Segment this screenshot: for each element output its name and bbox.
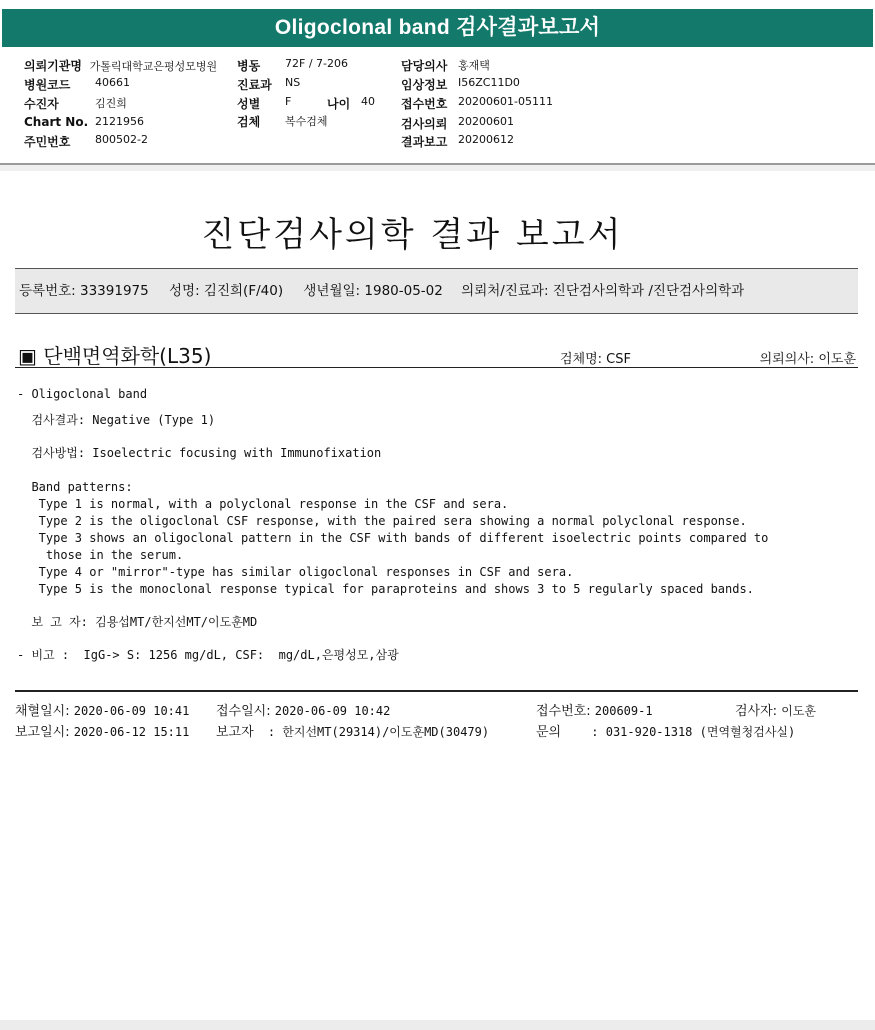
requesting-doctor: 의뢰의사: 이도훈 — [759, 352, 856, 367]
requesting-department: 의뢰처/진료과: 진단검사의학과 /진단검사의학과 — [461, 283, 745, 299]
reception-no-label: 접수번호 — [401, 97, 448, 111]
reception-time-value: 2020-06-09 10:42 — [274, 704, 391, 718]
patient-row — [24, 95, 127, 112]
reporters: 보 고 자: 김용섭MT/한지선MT/이도훈MD — [17, 615, 258, 629]
reporter-label: 보고자 — [216, 725, 254, 740]
resident-no-row — [24, 133, 148, 150]
result-report-row — [401, 133, 514, 150]
report-header — [0, 47, 875, 165]
specimen-label: 검체 — [237, 115, 261, 129]
specimen-row — [237, 113, 328, 130]
hospital-code-label: 병원코드 — [24, 78, 71, 92]
band-type-3: Type 3 shows an oligoclonal pattern in the CSF with bands of different isoelectric points compared to — [17, 531, 769, 545]
band-type-3-continued: those in the serum. — [17, 548, 184, 562]
reception-time — [216, 700, 390, 719]
department-row — [237, 76, 301, 93]
inquiry — [536, 721, 795, 740]
report-banner-title: Oligoclonal band 검사결과보고서 — [2, 9, 873, 47]
resident-no-value: 800502-2 — [95, 133, 148, 146]
specimen-name: 검체명: CSF — [560, 352, 631, 367]
ward-row — [237, 57, 348, 74]
band-type-5: Type 5 is the monoclonal response typical for paraproteins and shows 3 to 5 regularly spaced bands. — [17, 582, 754, 596]
band-type-4: Type 4 or "mirror"-type has similar oligoclonal responses in CSF and sera. — [17, 565, 574, 579]
clinical-info-row — [401, 76, 520, 93]
inquiry-value: : 031-920-1318 (면역혈청검사실) — [591, 725, 796, 739]
institution-value: 가톨릭대학교은평성모병원 — [89, 60, 218, 73]
footer-divider — [15, 690, 858, 692]
doctor-label: 담당의사 — [401, 59, 448, 73]
reception-time-label: 접수일시: — [216, 704, 271, 719]
reporter-value: : 한지선MT(29314)/이도훈MD(30479) — [267, 725, 490, 739]
remarks: - 비고 : IgG-> S: 1256 mg/dL, CSF: mg/dL,은평성모,삼광 — [17, 648, 399, 662]
inquiry-label: 문의 — [536, 725, 562, 740]
collection-time — [15, 700, 189, 719]
test-request-value: 20200601 — [458, 115, 514, 128]
tester-value: 이도훈 — [781, 704, 816, 718]
doctor-value: 홍재택 — [458, 59, 490, 72]
test-result: 검사결과: Negative (Type 1) — [17, 413, 216, 427]
doctor-row — [401, 57, 490, 74]
collection-time-label: 채혈일시: — [15, 704, 70, 719]
ward-label: 병동 — [237, 59, 261, 73]
sex-label: 성별 — [237, 97, 261, 111]
patient-value: 김진희 — [95, 97, 127, 110]
collection-time-value: 2020-06-09 10:41 — [73, 704, 190, 718]
clinical-info-value: I56ZC11D0 — [458, 76, 520, 89]
age-value: 40 — [361, 95, 375, 108]
result-report-label: 결과보고 — [401, 135, 448, 149]
test-name: - Oligoclonal band — [17, 387, 148, 401]
institution-label: 의뢰기관명 — [24, 59, 82, 73]
result-report-value: 20200612 — [458, 133, 514, 146]
age-label: 나이 — [327, 97, 351, 111]
registration-number: 등록번호: 33391975 — [19, 283, 149, 299]
tester-label: 검사자: — [735, 704, 778, 719]
institution-row — [24, 57, 217, 74]
band-patterns-title: Band patterns: — [17, 480, 133, 494]
birth-date: 생년월일: 1980-05-02 — [303, 283, 443, 299]
reception-number — [536, 700, 653, 719]
header-divider-band — [0, 165, 875, 171]
hospital-code-row — [24, 76, 130, 93]
bottom-band — [0, 1020, 875, 1030]
resident-no-label: 주민번호 — [24, 135, 71, 149]
report-time — [15, 721, 189, 740]
test-request-label: 검사의뢰 — [401, 117, 448, 131]
patient-name: 성명: 김진희(F/40) — [169, 283, 284, 299]
reception-number-label: 접수번호: — [536, 704, 591, 719]
sex-value: F — [285, 95, 292, 108]
reception-no-value: 20200601-05111 — [458, 95, 553, 108]
chart-label: Chart No. — [24, 115, 89, 129]
sex-row — [237, 95, 375, 112]
report-body — [17, 386, 769, 662]
chart-value: 2121956 — [95, 115, 144, 128]
test-method: 검사방법: Isoelectric focusing with Immunofixation — [17, 446, 382, 460]
specimen-value: 복수검체 — [285, 115, 328, 128]
report-time-value: 2020-06-12 15:11 — [73, 725, 190, 739]
band-type-1: Type 1 is normal, with a polyclonal response in the CSF and sera. — [17, 497, 509, 511]
band-type-2: Type 2 is the oligoclonal CSF response, with the paired sera showing a normal polyclonal response. — [17, 514, 747, 528]
chart-row — [24, 115, 144, 129]
patient-info-bar — [15, 268, 858, 314]
tester — [735, 700, 816, 719]
report-main-title: 진단검사의학 결과 보고서 — [201, 215, 624, 255]
section-header — [15, 338, 858, 368]
reception-number-value: 200609-1 — [594, 704, 653, 718]
department-label: 진료과 — [237, 78, 272, 92]
section-title: ▣ 단백면역화학(L35) — [18, 344, 212, 368]
test-request-row — [401, 115, 514, 132]
department-value: NS — [285, 76, 301, 89]
reception-no-row — [401, 95, 553, 112]
patient-label: 수진자 — [24, 97, 59, 111]
report-time-label: 보고일시: — [15, 725, 70, 740]
hospital-code-value: 40661 — [95, 76, 130, 89]
clinical-info-label: 임상정보 — [401, 78, 448, 92]
reporter — [216, 721, 489, 740]
ward-value: 72F / 7-206 — [285, 57, 348, 70]
